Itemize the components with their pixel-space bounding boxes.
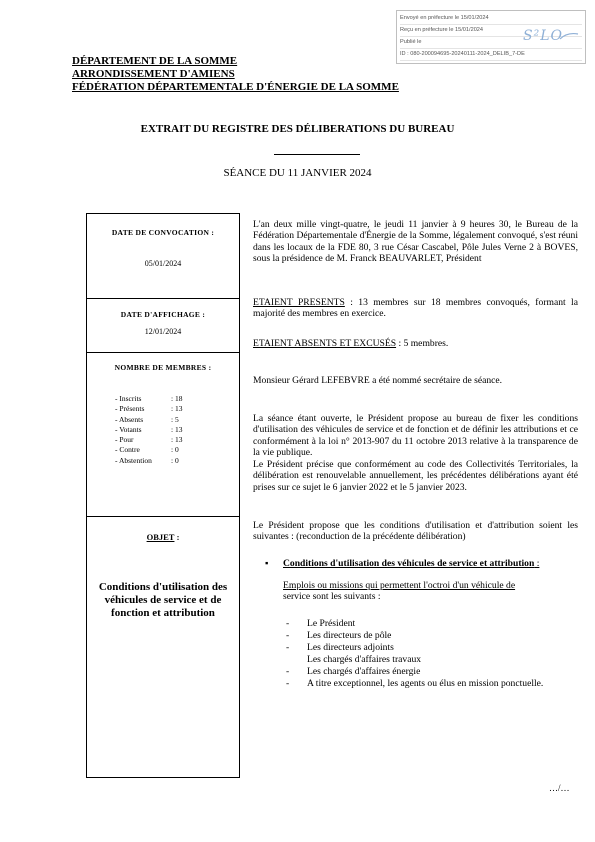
stamp-id: ID : 080-200094695-20240111-2024_DELIB_7-DE [400,49,582,61]
list-item: - Les directeurs adjoints [286,641,394,653]
stamp-publie: Publié le [400,37,582,49]
absents-paragraph: ETAIENT ABSENTS ET EXCUSÉS : 5 membres. [253,338,449,349]
membres-row: - Votants : 13 [115,424,183,434]
info-sidebar [86,213,240,778]
membres-row: - Pour : 13 [115,435,183,445]
presents-paragraph: ETAIENT PRESENTS : 13 membres sur 18 membres convoqués, formant la majorité des membres en exercice. [253,297,578,320]
list-item: Les chargés d'affaires travaux [307,653,422,665]
seance-date: SÉANCE DU 11 JANVIER 2024 [223,167,372,179]
header-federation: FÉDÉRATION DÉPARTEMENTALE D'ÉNERGIE DE LA SOMME [72,81,399,93]
list-item: - Les chargés d'affaires énergie [286,665,421,677]
convocation-date: 05/01/2024 [144,259,182,268]
conditions-paragraph: Le Président propose que les conditions d'utilisation et d'attribution soient les suivantes : (reconduction de la précédente délibération) [253,520,578,543]
convocation-label: DATE DE CONVOCATION : [111,228,215,237]
prefecture-stamp [396,10,586,64]
stamp-recu: Reçu en préfecture le 15/01/2024 [400,25,582,37]
document-title: EXTRAIT DU REGISTRE DES DÉLIBERATIONS DU BUREAU [140,123,455,135]
s2lo-logo: S²LO [523,28,563,44]
affichage-date: 12/01/2024 [144,327,182,336]
affichage-label: DATE D'AFFICHAGE : [120,310,206,319]
list-item: - A titre exceptionnel, les agents ou élus en mission ponctuelle. [286,677,544,689]
swoosh-icon [559,31,579,41]
sidebar-divider [87,352,239,353]
emplois-paragraph: Emplois ou missions qui permettent l'octroi d'un véhicule de service sont les suivants : [283,580,516,603]
intro-paragraph: L'an deux mille vingt-quatre, le jeudi 11 janvier à 9 heures 30, le Bureau de la Fédération Départementale d'Énergie de la Somme, légalement convoqué, s'est réuni dans les locaux de la FDE 80, 3 rue César Cascabel, Pôle Jules Verne 2 à BOVES, sous la présidence de M. Franck BEAUVARLET, Président [253,219,578,265]
membres-row: - Inscrits : 18 [115,394,183,403]
page-continuation: …/… [549,783,570,793]
objet-subject: Conditions d'utilisation des véhicules de service et de fonction et attribution [98,581,228,619]
secretaire-paragraph: Monsieur Gérard LEFEBVRE a été nommé secrétaire de séance. [253,375,503,386]
header-departement: DÉPARTEMENT DE LA SOMME [72,55,238,67]
membres-list [115,394,182,466]
bullet-icon: ▪ [265,558,269,569]
bullet-heading: Conditions d'utilisation des véhicules de service et attribution : [283,558,540,569]
sidebar-divider [87,298,239,299]
membres-row: - Abstention : 0 [115,455,179,465]
proposal-paragraph: La séance étant ouverte, le Président propose au bureau de fixer les conditions d'utilisation des véhicules de service et de fonction et de définir les attributions et ce conformément à la loi n° 2013-907 du 11 octobre 2013 relative à la transparence de la vie publique. [253,413,578,459]
list-item: - Le Président [286,618,356,629]
membres-row: - Contre : 0 [115,445,179,455]
objet-label: OBJET : [146,532,180,542]
stamp-envoye: Envoyé en préfecture le 15/01/2024 [400,13,582,25]
list-item: - Les directeurs de pôle [286,629,392,641]
membres-row: - Présents : 13 [115,404,183,414]
membres-row: - Absents : 5 [115,414,179,424]
vehicle-beneficiaries-list [286,618,543,689]
document-header [72,55,399,94]
title-divider [274,154,360,155]
sidebar-divider [87,516,239,517]
header-arrondissement: ARRONDISSEMENT D'AMIENS [72,68,235,80]
renewal-paragraph: Le Président précise que conformément au code des Collectivités Territoriales, la délibération est renouvelable annuellement, les précédentes délibérations ayant été prises sur ce sujet le 6 janvier 2022 et le 5 janvier 2023. [253,459,578,493]
membres-label: NOMBRE DE MEMBRES : [114,363,212,372]
